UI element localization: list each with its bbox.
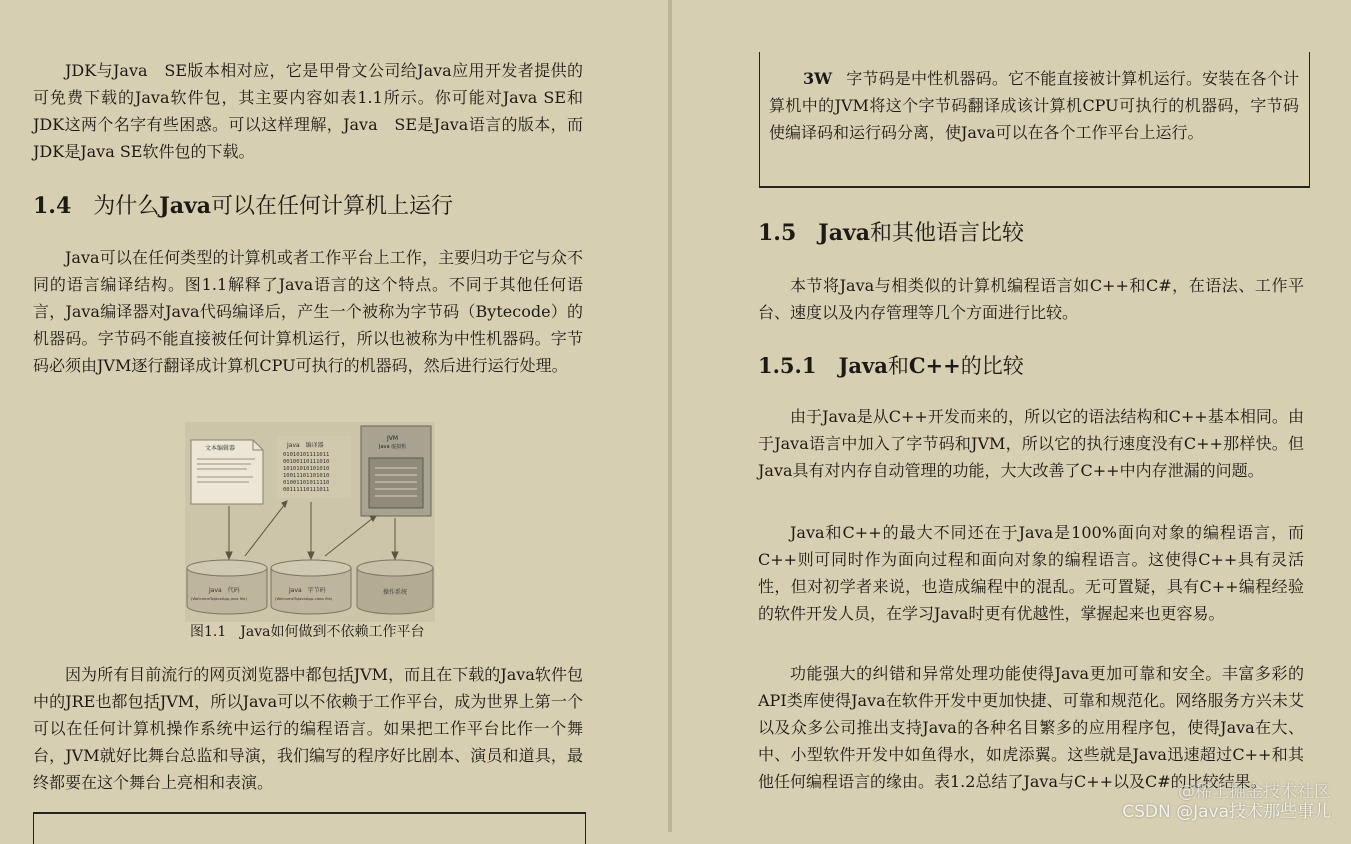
section-title-prefix: 为什么 (93, 194, 160, 219)
3w-note-box (759, 52, 1310, 188)
jvm-block (361, 426, 431, 516)
editor-label: 文本编辑器 (205, 445, 236, 452)
section-heading-1-4 (33, 189, 453, 220)
subsection-bold-java: Java (838, 353, 888, 378)
figure-caption (190, 622, 424, 642)
jvm-sub-label: Java 虚拟机 (379, 444, 407, 450)
subsection-number: 1.5.1 (758, 353, 817, 378)
section-number: 1.5 (758, 220, 797, 246)
figure-java-platform (185, 422, 435, 622)
paragraph-java-features: 功能强大的纠错和异常处理功能使得Java更加可靠和安全。丰富多彩的API类库使得Java在软件开发中更加快捷、可靠和规范化。网络服务方兴未艾以及众多公司推出支持Java的各种名目繁多的应用程序包，使得Java在大、中、小型软件开发中如鱼得水，如虎添翼。这些就是Java迅速超过C++和其他任何编程语言的缘由。表1.2总结了Java与C++以及C#的比较结果。 (758, 664, 1304, 791)
paragraph-jvm-stage: 因为所有目前流行的网页浏览器中都包括JVM，而且在下载的Java软件包中的JRE也都包括JVM，所以Java可以不依赖于工作平台，成为世界上第一个可以在任何计算机操作系统中运行的编程语言。如果把工作平台比作一个舞台，JVM就好比舞台总监和导演，我们编写的程序好比剧本、演员和道具，最终都要在这个舞台上亮相和表演。 (33, 665, 583, 792)
paragraph-jdk-intro: JDK与Java SE版本相对应，它是甲骨文公司给Java应用开发者提供的可免费下载的Java软件包，其主要内容如表1.1所示。你可能对Java SE和JDK这两个名字有些困惑。可以这样理解，Java SE是Java语言的版本，而JDK是Java SE软件包的下载。 (33, 61, 583, 161)
watermark (1122, 782, 1331, 822)
db-os-label: 操作系统 (383, 589, 408, 596)
subsection-mid: 和 (887, 354, 909, 378)
binary-line: 00111110111011 (283, 487, 330, 493)
section-number: 1.4 (33, 193, 72, 219)
text-editor-document (191, 440, 263, 504)
left-page (0, 0, 668, 832)
binary-line: 10011101101010 (283, 473, 330, 479)
section-heading-1-5 (758, 216, 1024, 247)
binary-line: 10101010101010 (283, 466, 330, 472)
compiler-label: Java 编译器 (287, 442, 324, 449)
compiler-block (277, 436, 351, 498)
watermark-csdn: CSDN @Java技术那些事儿 (1122, 802, 1331, 822)
note-text (769, 65, 1299, 146)
db-bytecode-label: Java 字节码 (289, 587, 326, 594)
os-database (357, 560, 433, 614)
db-java-code-sub: (WelcomeToJavaApp.java file) (191, 596, 247, 601)
paragraph-comparison-intro: 本节将Java与相类似的计算机编程语言如C++和C#，在语法、工作平台、速度以及内存管理等几个方面进行比较。 (758, 276, 1304, 322)
binary-line: 01010101111011 (283, 452, 330, 458)
figure-diagram (185, 422, 435, 622)
section-title-bold: Java (818, 220, 870, 246)
java-code-database (187, 560, 267, 614)
binary-line: 01001101011110 (283, 480, 330, 486)
watermark-juejin: @稀土掘金技术社区 (1178, 782, 1331, 802)
note-tag: 3W (803, 69, 833, 88)
note-body: 字节码是中性机器码。它不能直接被计算机运行。安装在各个计算机中的JVM将这个字节码翻译成该计算机CPU可执行的机器码，字节码使编译码和运行码分离，使Java可以在各个工作平台上运行。 (769, 69, 1299, 142)
binary-line: 00100110111010 (283, 459, 330, 465)
paragraph-java-from-cpp: 由于Java是从C++开发而来的，所以它的语法结构和C++基本相同。由于Java语言中加入了字节码和JVM，所以它的执行速度没有C++那样快。但Java具有对内存自动管理的功能，大大改善了C++中内存泄漏的问题。 (758, 407, 1304, 480)
next-note-box-border (33, 812, 586, 844)
jvm-label: JVM (387, 435, 399, 442)
section-heading-1-5-1 (758, 350, 1024, 380)
bytecode-database (271, 560, 351, 614)
section-title-suffix: 可以在任何计算机上运行 (211, 194, 454, 219)
db-bytecode-sub: (WelcomeToJavaApp.class file) (275, 596, 333, 601)
figure-number: 图1.1 (190, 624, 227, 640)
section-title-bold: Java (159, 193, 211, 219)
paragraph-bytecode: Java可以在任何类型的计算机或者工作平台上工作，主要归功于它与众不同的语言编译结构。图1.1解释了Java语言的这个特点。不同于其他任何语言，Java编译器对Java代码编译后，产生一个被称为字节码（Bytecode）的机器码。字节码不能直接被任何计算机运行，所以也被称为中性机器码。字节码必须由JVM逐行翻译成计算机CPU可执行的机器码，然后进行运行处理。 (33, 248, 583, 375)
figure-caption-text: Java如何做到不依赖工作平台 (240, 624, 425, 640)
right-page (672, 0, 1351, 832)
db-java-code-label: Java 代码 (209, 587, 240, 594)
section-title-suffix: 和其他语言比较 (869, 221, 1024, 246)
subsection-bold-cpp: C++ (908, 353, 961, 378)
paragraph-oop-difference: Java和C++的最大不同还在于Java是100%面向对象的编程语言，而C++则可同时作为面向过程和面向对象的编程语言。这使得C++具有灵活性，但对初学者来说，也造成编程中的混乱。无可置疑，具有C++编程经验的软件开发人员，在学习Java时更有优越性，掌握起来也更容易。 (758, 523, 1304, 623)
subsection-suffix: 的比较 (960, 354, 1024, 378)
